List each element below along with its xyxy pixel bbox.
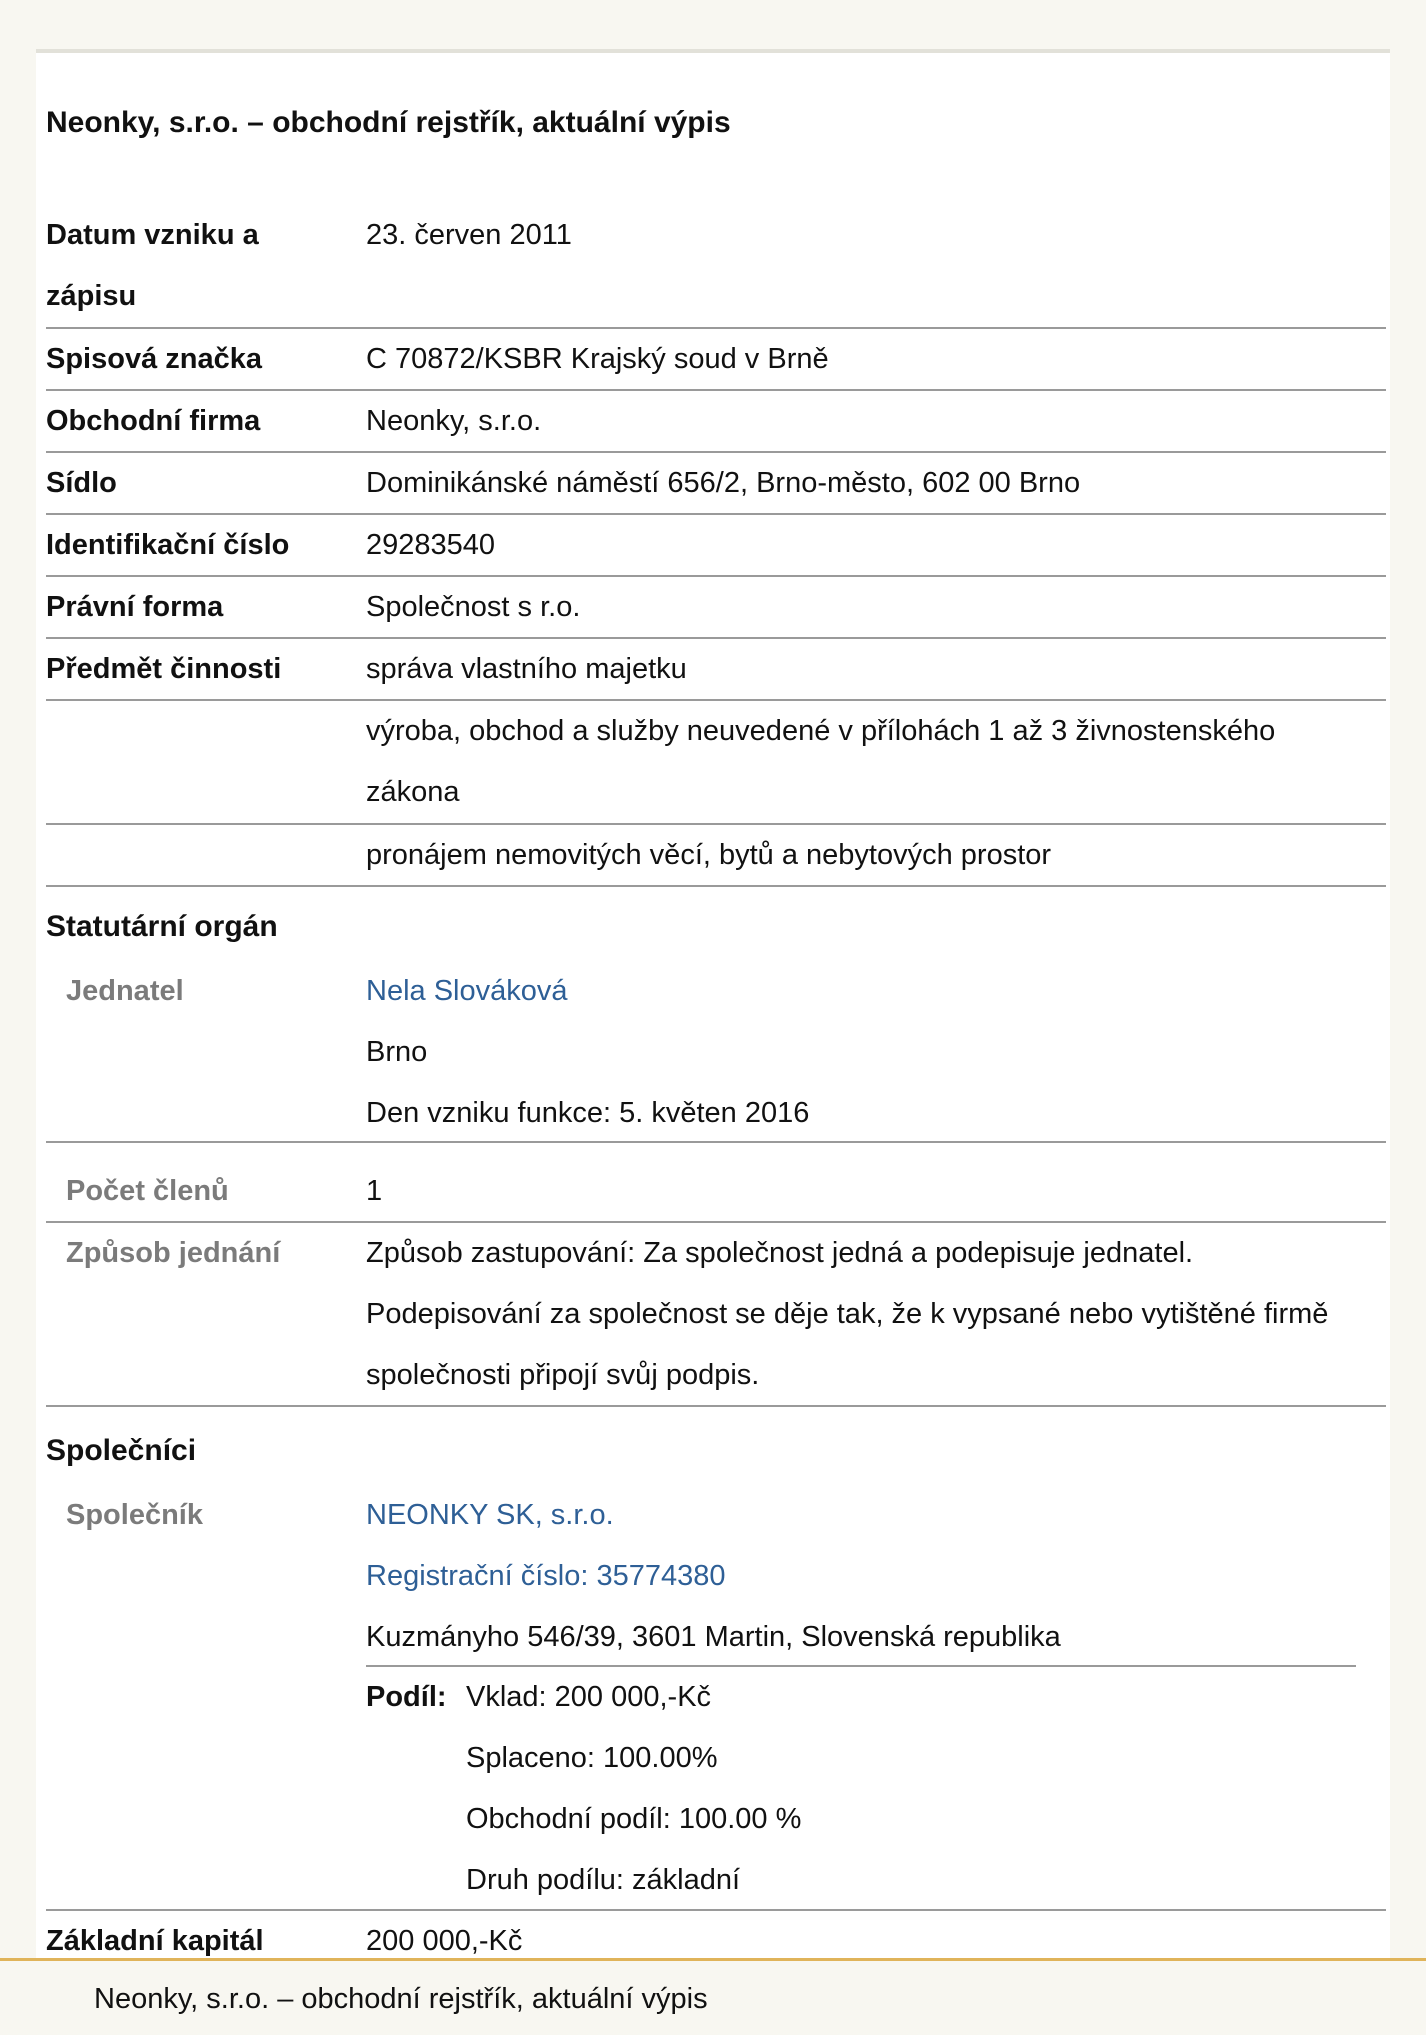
row-label: Obchodní firma xyxy=(46,405,261,437)
row-label: Jednatel xyxy=(66,975,184,1007)
register-card xyxy=(36,49,1390,1958)
page-title: Neonky, s.r.o. – obchodní rejstřík, aktuální výpis xyxy=(46,106,731,139)
row-value: Nela Slováková Brno Den vzniku funkce: 5. květen 2016 xyxy=(366,961,1376,1144)
row-value: NEONKY SK, s.r.o. Registrační číslo: 35774380 Kuzmányho 546/39, 3601 Martin, Slovenská republika xyxy=(366,1485,1376,1668)
row-zpusob-jednani xyxy=(46,1223,1386,1407)
row-datum-vzniku xyxy=(46,205,1386,329)
row-label: Předmět činnosti xyxy=(46,653,282,685)
podil-values: Vklad: 200 000,-Kč Splaceno: 100.00% Obchodní podíl: 100.00 % Druh podílu: základní xyxy=(466,1681,802,1896)
row-value: Společnost s r.o. xyxy=(366,591,581,623)
row-sidlo xyxy=(46,453,1386,515)
row-value: Způsob zastupování: Za společnost jedná a podepisuje jednatel. Podepisování za společnost se děje tak, že k vypsané nebo vytištěné firmě společnosti připojí svůj podpis. xyxy=(366,1237,1329,1391)
row-value: 29283540 xyxy=(366,529,496,561)
row-value: správa vlastního majetku xyxy=(366,653,687,685)
row-label: Počet členů xyxy=(66,1175,229,1207)
spolecnik-link[interactable]: NEONKY SK, s.r.o. xyxy=(366,1499,614,1531)
jednatel-link[interactable]: Nela Slováková xyxy=(366,975,568,1007)
row-obchodni-firma xyxy=(46,391,1386,453)
row-value: 23. červen 2011 xyxy=(366,219,572,251)
row-jednatel xyxy=(46,961,1386,1143)
footer-title: Neonky, s.r.o. – obchodní rejstřík, aktuální výpis xyxy=(94,1983,708,2015)
row-pravni-forma xyxy=(46,577,1386,639)
row-spolecnik xyxy=(46,1485,1386,1911)
row-value: 1 xyxy=(366,1175,383,1207)
row-label: Spisová značka xyxy=(46,343,262,375)
registracni-cislo-link[interactable]: Registrační číslo: 35774380 xyxy=(366,1560,726,1592)
row-label: Sídlo xyxy=(46,467,117,499)
row-label: Datum vzniku a zápisu xyxy=(46,219,259,312)
row-value: pronájem nemovitých věcí, bytů a nebytových prostor xyxy=(366,839,1052,871)
row-label: Právní forma xyxy=(46,591,224,623)
row-predmet-cinnosti-3 xyxy=(46,825,1386,887)
row-identifikacni-cislo xyxy=(46,515,1386,577)
row-value: výroba, obchod a služby neuvedené v přílohách 1 až 3 živnostenského zákona xyxy=(366,715,1276,808)
row-pocet-clenu xyxy=(46,1161,1386,1223)
row-value: C 70872/KSBR Krajský soud v Brně xyxy=(366,343,829,375)
row-predmet-cinnosti-2 xyxy=(46,701,1386,825)
row-predmet-cinnosti xyxy=(46,639,1386,701)
row-label: Základní kapitál xyxy=(46,1925,264,1957)
row-value: 200 000,-Kč xyxy=(366,1925,523,1957)
row-value: Neonky, s.r.o. xyxy=(366,405,542,437)
row-value: Dominikánské náměstí 656/2, Brno-město, 602 00 Brno xyxy=(366,467,1081,499)
row-label: Identifikační číslo xyxy=(46,529,290,561)
footer xyxy=(0,1958,1426,2035)
section-heading-statutarni: Statutární orgán xyxy=(46,910,278,943)
row-label: Společník xyxy=(66,1499,203,1531)
row-spisova-znacka xyxy=(46,329,1386,391)
podil-label: Podíl: xyxy=(366,1681,447,1713)
section-heading-spolecnici: Společníci xyxy=(46,1434,197,1467)
row-label: Způsob jednání xyxy=(66,1237,281,1269)
